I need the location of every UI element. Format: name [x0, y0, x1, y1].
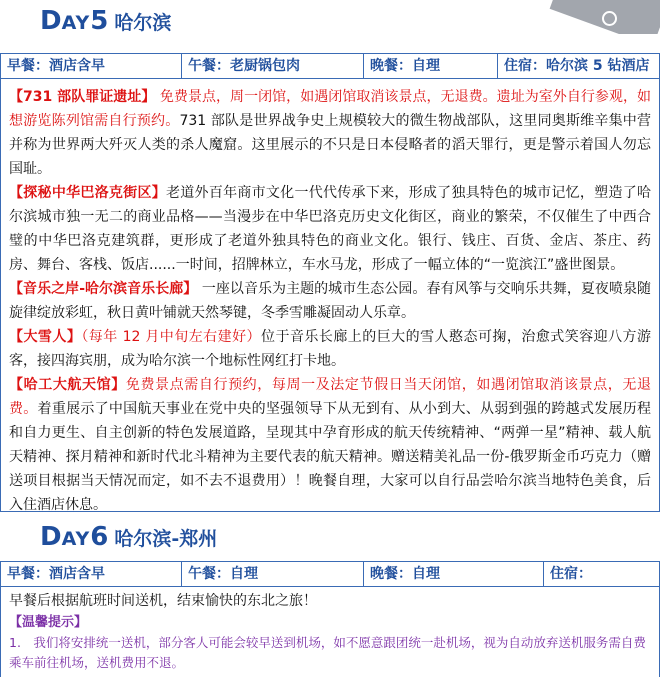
item-text: 老道外百年商市文化一代代传承下来，形成了独具特色的城市记忆，塑造了哈尔滨城市独一无二的商业品格——当漫步在中华巴洛克历史文化街区，商业的繁荣，不仅催生了中西合璧的中华巴洛克建筑群，更形成了老道外独具特色的商业文化。银行、钱庄、百货、金店、茶庄、药房、舞台、客栈、饭店......一时间，招牌林立，车水马龙，形成了一幅立体的“一览滨江”盛世图景。: [9, 185, 651, 273]
day6-prefix-big: D: [40, 522, 62, 552]
tips-title: 【温馨提示】: [9, 615, 88, 630]
day6-prefix-small: AY: [61, 528, 91, 550]
tips-text: 1. 我们将安排统一送机，部分客人可能会较早送到机场，如不愿意跟团统一赴机场，视为自动放弃送机服务需自费乘车前往机场，送机费用不退。: [9, 635, 646, 670]
day6-lunch: 午餐：自理: [182, 562, 364, 586]
day6-content: [0, 587, 660, 677]
day5-meals-row: [0, 53, 660, 79]
day6-hotel: 住宿：: [550, 566, 592, 582]
day6-breakfast: 早餐：酒店含早: [1, 562, 182, 586]
day6-meals-row: [0, 561, 660, 587]
day5-header: [0, 0, 660, 46]
day5-number: 5: [90, 6, 109, 36]
day5-lunch: 午餐：老厨锅包肉: [182, 54, 364, 78]
day5-content: [0, 79, 660, 512]
item-tag: 【探秘中华巴洛克街区】: [9, 185, 166, 201]
item-tag: 【大雪人】: [9, 329, 82, 345]
day5-item-baroque: [9, 181, 651, 277]
day5-item-731: [9, 85, 651, 181]
item-note: 免费景点，周一闭馆，如遇闭馆取消该景点，无退费。遗址为室外自行参观，如想游览陈列馆需自行预约。: [9, 89, 651, 129]
day6-title: [40, 522, 217, 552]
item-note: （每年 12 月中旬左右建好）: [81, 329, 262, 345]
day6-dinner: 晚餐：自理: [364, 562, 544, 586]
day5-title: [40, 6, 171, 36]
day5-hotel: 住宿：哈尔滨 5 钻酒店: [504, 58, 650, 74]
item-text: 位于音乐长廊上的巨大的雪人憨态可掬，治愈式笑容迎八方游客，接四海宾朋，成为哈尔滨一个地标性网红打卡地。: [9, 329, 652, 369]
day6-city: 哈尔滨-郑州: [114, 528, 218, 550]
day6-header: [0, 516, 660, 562]
item-tag: 【731 部队罪证遗址】: [9, 89, 156, 105]
day5-prefix-small: AY: [61, 12, 91, 34]
item-tag: 【哈工大航天馆】: [9, 377, 126, 393]
item-text: 一座以音乐为主题的城市生态公园。春有风筝与交响乐共舞，夏夜喷泉随旋律绽放彩虹，秋日黄叶铺就天然琴键，冬季雪雕凝固动人乐章。: [9, 281, 652, 321]
item-text: 着重展示了中国航天事业在党中央的坚强领导下从无到有、从小到大、从弱到强的跨越式发展历程和自力更生、自主创新的特色发展道路，呈现其中孕育形成的航天传统精神、“两弹一星”精神、载人航天精神、探月精神和新时代北斗精神为主要代表的航天精神。赠送精美礼品一份-俄罗斯金币巧克力（赠送项目根据当天情况而定，如不去不退费用）！晚餐自理，大家可以自行品尝哈尔滨当地特色美食，后入住酒店休息。: [9, 401, 651, 513]
day5-item-music: [9, 277, 651, 325]
day5-dinner: 晚餐：自理: [364, 54, 498, 78]
item-tag: 【音乐之岸-哈尔滨音乐长廊】: [9, 281, 198, 297]
day5-breakfast: 早餐：酒店含早: [1, 54, 182, 78]
item-note: 免费景点需自行预约，每周一及法定节假日当天闭馆，如遇闭馆取消该景点，无退费。: [9, 377, 652, 417]
day5-item-snowman: [9, 325, 651, 373]
day6-text: 早餐后根据航班时间送机，结束愉快的东北之旅！: [9, 593, 317, 609]
day6-number: 6: [90, 522, 109, 552]
day5-city: 哈尔滨: [114, 12, 172, 34]
item-text: 731 部队是世界战争史上规模较大的微生物战部队，这里同奥斯维辛集中营并称为世界两大歼灭人类的杀人魔窟。这里展示的不只是日本侵略者的滔天罪行，更是警示着国人勿忘国耻。: [9, 113, 652, 177]
day5-prefix-big: D: [40, 6, 62, 36]
day5-item-aerospace: [9, 373, 651, 517]
